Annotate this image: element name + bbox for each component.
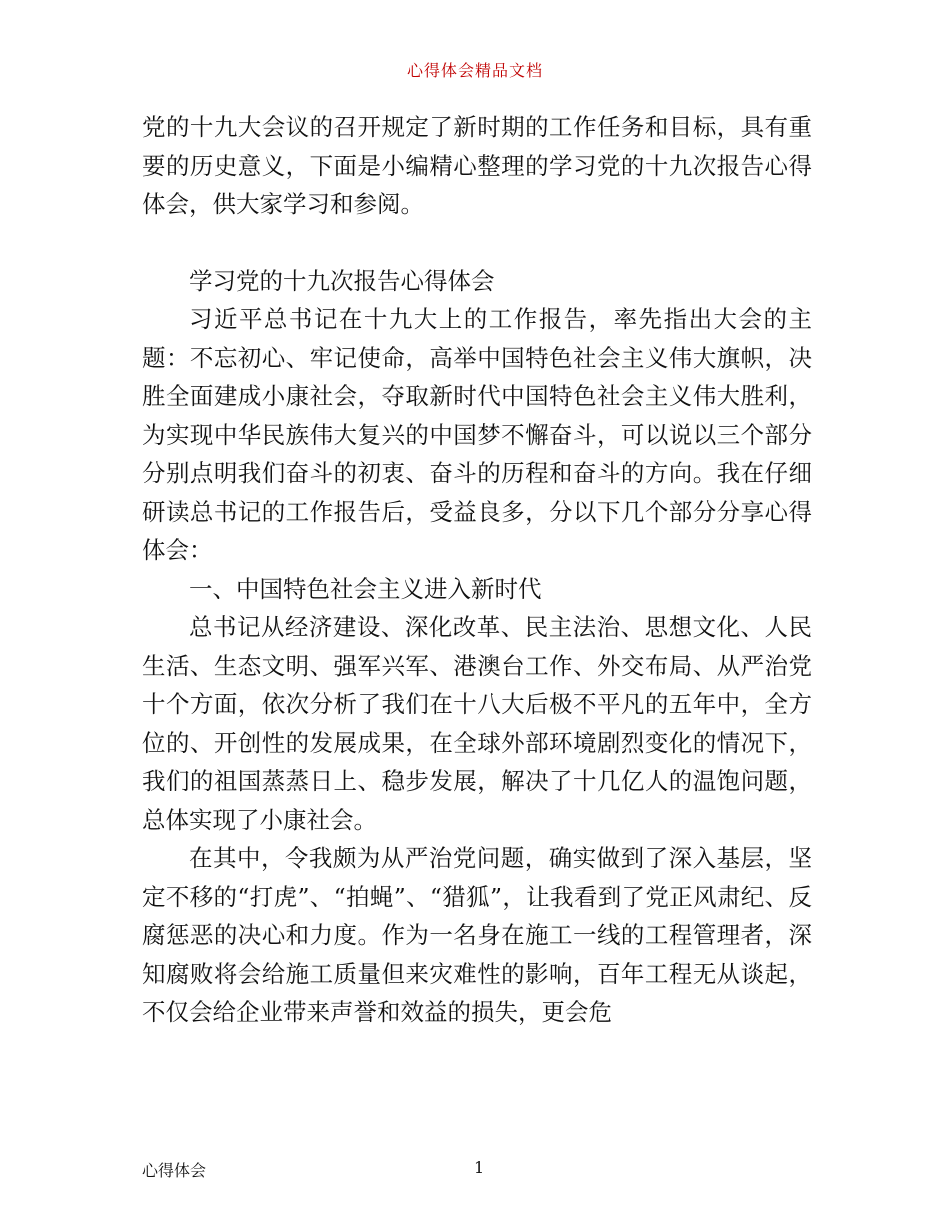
paragraph-gap [142, 224, 812, 262]
paragraph-3: 在其中，令我颇为从严治党问题，确实做到了深入基层，坚定不移的“打虎”、“拍蝇”、“猎狐”，让我看到了党正风肃纪、反腐惩恶的决心和力度。作为一名身在施工一线的工程管理者，深知腐败将会给施工质量但来灾难性的影响，百年工程无从谈起，不仅会给企业带来声誉和效益的损失，更会危 [142, 844, 812, 1026]
intro-paragraph: 党的十九大会议的召开规定了新时期的工作任务和目标，具有重要的历史意义，下面是小编精心整理的学习党的十九次报告心得体会，供大家学习和参阅。 [142, 113, 812, 218]
page-number: 1 [474, 1158, 485, 1177]
paragraph-1: 习近平总书记在十九大上的工作报告，率先指出大会的主题：不忘初心、牢记使命，高举中国特色社会主义伟大旗帜，决胜全面建成小康社会，夺取新时代中国特色社会主义伟大胜利，为实现中华民族伟大复兴的中国梦不懈奋斗，可以说以三个部分分别点明我们奋斗的初衷、奋斗的历程和奋斗的方向。我在仔细研读总书记的工作报告后，受益良多，分以下几个部分分享心得体会： [142, 305, 812, 564]
article-heading: 学习党的十九次报告心得体会 [189, 266, 495, 295]
document-body [142, 108, 812, 1032]
section-heading-1: 一、中国特色社会主义进入新时代 [189, 574, 542, 603]
footer-label: 心得体会 [142, 1161, 207, 1180]
page-header: 心得体会精品文档 [406, 61, 543, 80]
paragraph-2: 总书记从经济建设、深化改革、民主法治、思想文化、人民生活、生态文明、强军兴军、港澳台工作、外交布局、从严治党十个方面，依次分析了我们在十八大后极不平凡的五年中，全方位的、开创性的发展成果，在全球外部环境剧烈变化的情况下，我们的祖国蒸蒸日上、稳步发展，解决了十几亿人的温饱问题，总体实现了小康社会。 [142, 613, 812, 834]
